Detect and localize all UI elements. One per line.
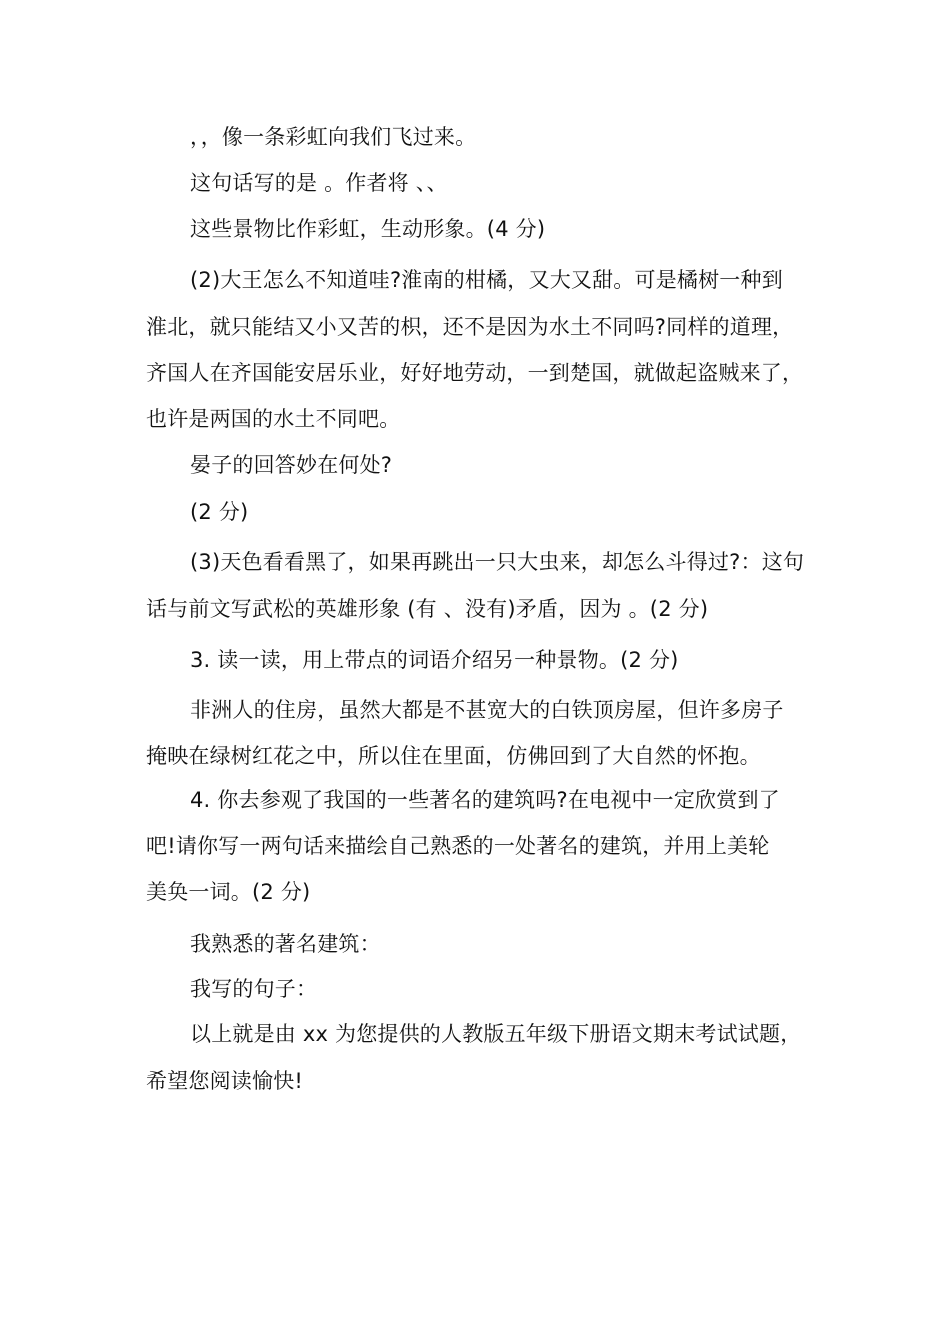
text-line: 我熟悉的著名建筑： — [190, 932, 381, 956]
text-line: 掩映在绿树红花之中，所以住在里面，仿佛回到了大自然的怀抱。 — [146, 744, 761, 768]
text-line: 4. 你去参观了我国的一些著名的建筑吗?在电视中一定欣赏到了 — [190, 788, 780, 812]
text-line: 希望您阅读愉快! — [146, 1069, 304, 1093]
text-line: (2 分) — [190, 500, 249, 524]
text-line: 吧!请你写一两句话来描绘自己熟悉的一处著名的建筑，并用上美轮 — [146, 834, 770, 858]
text-line: (2)大王怎么不知道哇?淮南的柑橘，又大又甜。可是橘树一种到 — [190, 268, 783, 292]
text-line: 话与前文写武松的英雄形象 (有 、没有)矛盾，因为 。(2 分) — [146, 597, 709, 621]
text-line: 齐国人在齐国能安居乐业，好好地劳动，一到楚国，就做起盗贼来了， — [146, 361, 804, 385]
text-line: 我写的句子： — [190, 977, 318, 1001]
text-line: 淮北，就只能结又小又苦的枳，还不是因为水土不同吗?同样的道理， — [146, 315, 794, 339]
text-line: 这些景物比作彩虹，生动形象。(4 分) — [190, 217, 546, 241]
text-line: 非洲人的住房，虽然大都是不甚宽大的白铁顶房屋，但许多房子 — [190, 698, 784, 722]
text-line: 这句话写的是 。作者将 、、 — [190, 171, 448, 195]
text-line: 以上就是由 xx 为您提供的人教版五年级下册语文期末考试试题， — [190, 1022, 802, 1046]
text-line: 美奂一词。(2 分) — [146, 880, 311, 904]
text-line: (3)天色看看黑了，如果再跳出一只大虫来，却怎么斗得过?：这句 — [190, 550, 805, 574]
text-line: 晏子的回答妙在何处? — [190, 453, 393, 477]
text-line: 3. 读一读，用上带点的词语介绍另一种景物。(2 分) — [190, 648, 679, 672]
text-line: ，，像一条彩虹向我们飞过来。 — [190, 125, 477, 149]
text-line: 也许是两国的水土不同吧。 — [146, 407, 401, 431]
